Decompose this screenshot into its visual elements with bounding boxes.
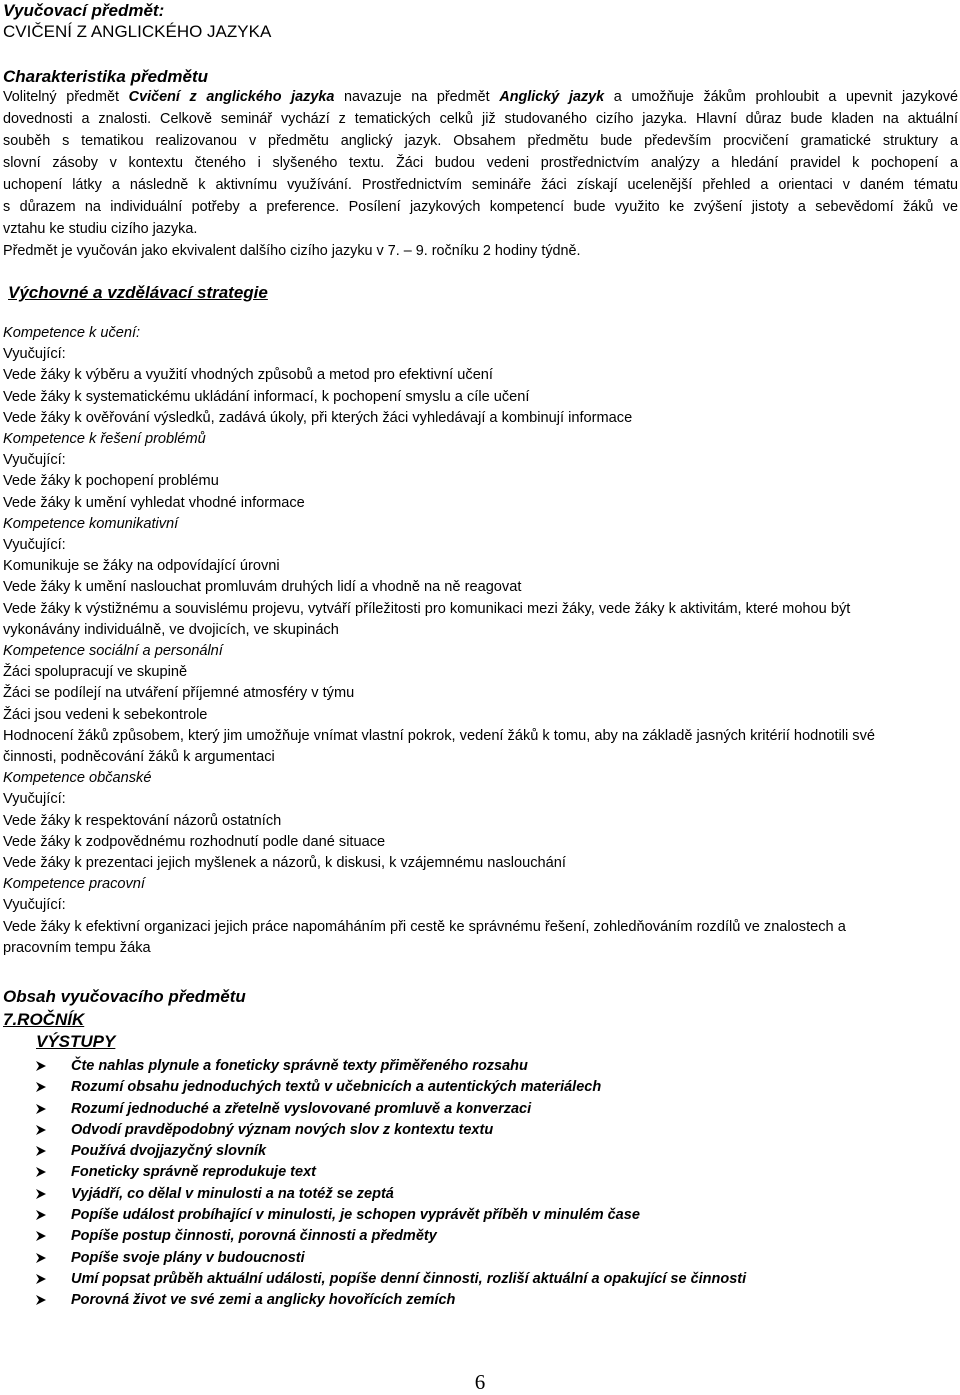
characteristics-line: slovní zásoby v kontextu čteného i slyšeného textu. Žáci budou vedeni prostřednictvím analýzy a hledání pravidel k pochopení a — [3, 155, 958, 171]
output-text: Popíše událost probíhající v minulosti, je schopen vyprávět příběh v minulém čase — [71, 1207, 640, 1224]
competence-heading: Kompetence k učení: — [3, 325, 141, 341]
strategy-line: Vede žáky k pochopení problému — [3, 473, 219, 490]
strategy-line: Vede žáky k zodpovědnému rozhodnutí podle dané situace — [3, 833, 386, 850]
text-run: Volitelný předmět — [3, 89, 129, 105]
arrow-bullet-icon — [36, 1253, 46, 1263]
output-text: Popíše svoje plány v budoucnosti — [71, 1249, 305, 1266]
strategy-line: Vyučující: — [3, 791, 66, 808]
text-run: navazuje na předmět — [334, 89, 500, 105]
arrow-bullet-icon — [36, 1210, 46, 1220]
strategy-line: Vyučující: — [3, 897, 66, 914]
strategy-line: Žáci spolupracují ve skupině — [3, 664, 188, 681]
output-text: Umí popsat průběh aktuální události, popíše denní činnosti, rozliší aktuální a opakující se činnosti — [71, 1270, 747, 1287]
characteristics-line: uchopení látky a následně k aktivnímu využívání. Prostřednictvím semináře žáci získají ucelenější přehled a orientaci v daném tématu — [3, 177, 958, 193]
strategy-line: Komunikuje se žáky na odpovídající úrovni — [3, 558, 280, 575]
strategy-line: Vyučující: — [3, 452, 66, 469]
output-text: Vyjádří, co dělal v minulosti a na totéž se zeptá — [71, 1185, 394, 1202]
strategy-line: pracovním tempu žáka — [3, 939, 151, 956]
grade-heading: 7.ROČNÍK — [3, 1010, 85, 1029]
arrow-bullet-icon — [36, 1104, 46, 1114]
arrow-bullet-icon — [36, 1125, 46, 1135]
output-text: Foneticky správně reprodukuje text — [71, 1164, 316, 1181]
content-heading: Obsah vyučovacího předmětu — [3, 987, 246, 1006]
competence-heading: Kompetence komunikativní — [3, 515, 179, 532]
strategy-line: Vede žáky k prezentaci jejich myšlenek a názorů, k diskusi, k vzájemnému naslouchání — [3, 855, 566, 871]
arrow-bullet-icon — [36, 1295, 46, 1305]
strategy-line: vykonávány individuálně, ve dvojicích, ve skupinách — [3, 621, 339, 638]
characteristics-line: dovednosti a znalosti. Celkově seminář vychází z tematických celků již studovaného cizího jazyka. Hlavní důraz bude kladen na aktuální — [3, 111, 958, 127]
output-text: Rozumí jednoduché a zřetelně vyslovované promluvě a konverzaci — [71, 1100, 532, 1117]
page-number: 6 — [474, 1370, 486, 1394]
strategy-line: Hodnocení žáků způsobem, který jim umožňuje vnímat vlastní pokrok, vedení žáků k tomu, aby na základě jasných kritérií hodnotili své — [3, 727, 875, 744]
outputs-list — [36, 1056, 746, 1312]
strategy-line: Vede žáky k efektivní organizaci jejich práce napomáháním při cestě ke správnému řešení, zohledňováním rozdílů ve znalostech a — [3, 918, 846, 935]
list-item — [36, 1226, 746, 1247]
arrow-bullet-icon — [36, 1274, 46, 1284]
competence-heading: Kompetence sociální a personální — [3, 643, 223, 659]
strategy-line: Vede žáky k systematickému ukládání informací, k pochopení smyslu a cíle učení — [3, 388, 530, 405]
characteristics-line: s důrazem na individuální potřeby a preference. Posílení jazykových kompetencí bude využito ke zvýšení jistoty a sebevědomí žáků ve — [3, 199, 958, 215]
strategy-line: Žáci jsou vedeni k sebekontrole — [3, 706, 208, 723]
strategy-line: Vede žáky k umění vyhledat vhodné informace — [3, 494, 305, 511]
arrow-bullet-icon — [36, 1231, 46, 1241]
output-text: Porovná život ve své zemi a anglicky hovořících zemích — [71, 1292, 456, 1309]
output-text: Rozumí obsahu jednoduchých textů v učebnicích a autentických materiálech — [71, 1079, 602, 1096]
strategy-line: Žáci se podílejí na utváření příjemné atmosféry v týmu — [3, 685, 355, 702]
list-item — [36, 1077, 746, 1098]
list-item — [36, 1141, 746, 1162]
list-item — [36, 1056, 746, 1077]
strategy-line: Vede žáky k umění naslouchat promluvám druhých lidí a vhodně na ně reagovat — [3, 579, 522, 596]
competence-heading: Kompetence k řešení problémů — [3, 431, 206, 447]
list-item — [36, 1099, 746, 1120]
output-text: Čte nahlas plynule a foneticky správně texty přiměřeného rozsahu — [71, 1058, 528, 1074]
arrow-bullet-icon — [36, 1061, 46, 1071]
strategy-line: Vede žáky k ověřování výsledků, zadává úkoly, při kterých žáci vyhledávají a kombinují informace — [3, 409, 633, 426]
strategy-line: Vede žáky k výběru a využití vhodných způsobů a metod pro efektivní učení — [3, 367, 493, 384]
list-item — [36, 1162, 746, 1183]
subject-label: Vyučovací předmět: — [3, 1, 165, 20]
list-item — [36, 1290, 746, 1311]
subject-title: CVIČENÍ Z ANGLICKÉHO JAZYKA — [3, 22, 272, 41]
strategies-heading: Výchovné a vzdělávací strategie — [8, 283, 268, 302]
output-text: Používá dvojjazyčný slovník — [71, 1143, 267, 1160]
strategy-line: Vede žáky k výstižnému a souvislému projevu, vytváří příležitosti pro komunikaci mezi žáky, vede žáky k aktivitám, které mohou být — [3, 600, 851, 617]
output-text: Popíše postup činnosti, porovná činnosti a předměty — [71, 1228, 437, 1245]
text-run: a umožňuje žákům prohloubit a upevnit jazykové — [604, 89, 959, 105]
list-item — [36, 1248, 746, 1269]
characteristics-line: Předmět je vyučován jako ekvivalent dalšího cizího jazyku v 7. – 9. ročníku 2 hodiny týdně. — [3, 243, 581, 259]
list-item — [36, 1269, 746, 1290]
arrow-bullet-icon — [36, 1146, 46, 1156]
competence-heading: Kompetence občanské — [3, 770, 152, 787]
list-item — [36, 1120, 746, 1141]
strategy-line: činnosti, podněcování žáků k argumentaci — [3, 749, 275, 765]
characteristics-heading: Charakteristika předmětu — [3, 67, 209, 86]
arrow-bullet-icon — [36, 1167, 46, 1177]
list-item — [36, 1205, 746, 1226]
subject-name: Anglický jazyk — [499, 89, 605, 105]
characteristics-line — [3, 89, 958, 105]
competence-heading: Kompetence pracovní — [3, 876, 145, 893]
characteristics-line: vztahu ke studiu cizího jazyka. — [3, 221, 198, 237]
arrow-bullet-icon — [36, 1082, 46, 1092]
output-text: Odvodí pravděpodobný význam nových slov z kontextu textu — [71, 1121, 494, 1138]
subject-name: Cvičení z anglického jazyka — [128, 89, 335, 105]
strategy-line: Vyučující: — [3, 346, 66, 363]
outputs-heading: VÝSTUPY — [36, 1032, 116, 1051]
arrow-bullet-icon — [36, 1189, 46, 1199]
strategy-line: Vyučující: — [3, 537, 66, 553]
list-item — [36, 1184, 746, 1205]
strategy-line: Vede žáky k respektování názorů ostatních — [3, 812, 282, 829]
characteristics-line: souběh s tematikou realizovanou v předmětu anglický jazyk. Obsahem předmětu bude především procvičení gramatické struktury a — [3, 133, 958, 149]
